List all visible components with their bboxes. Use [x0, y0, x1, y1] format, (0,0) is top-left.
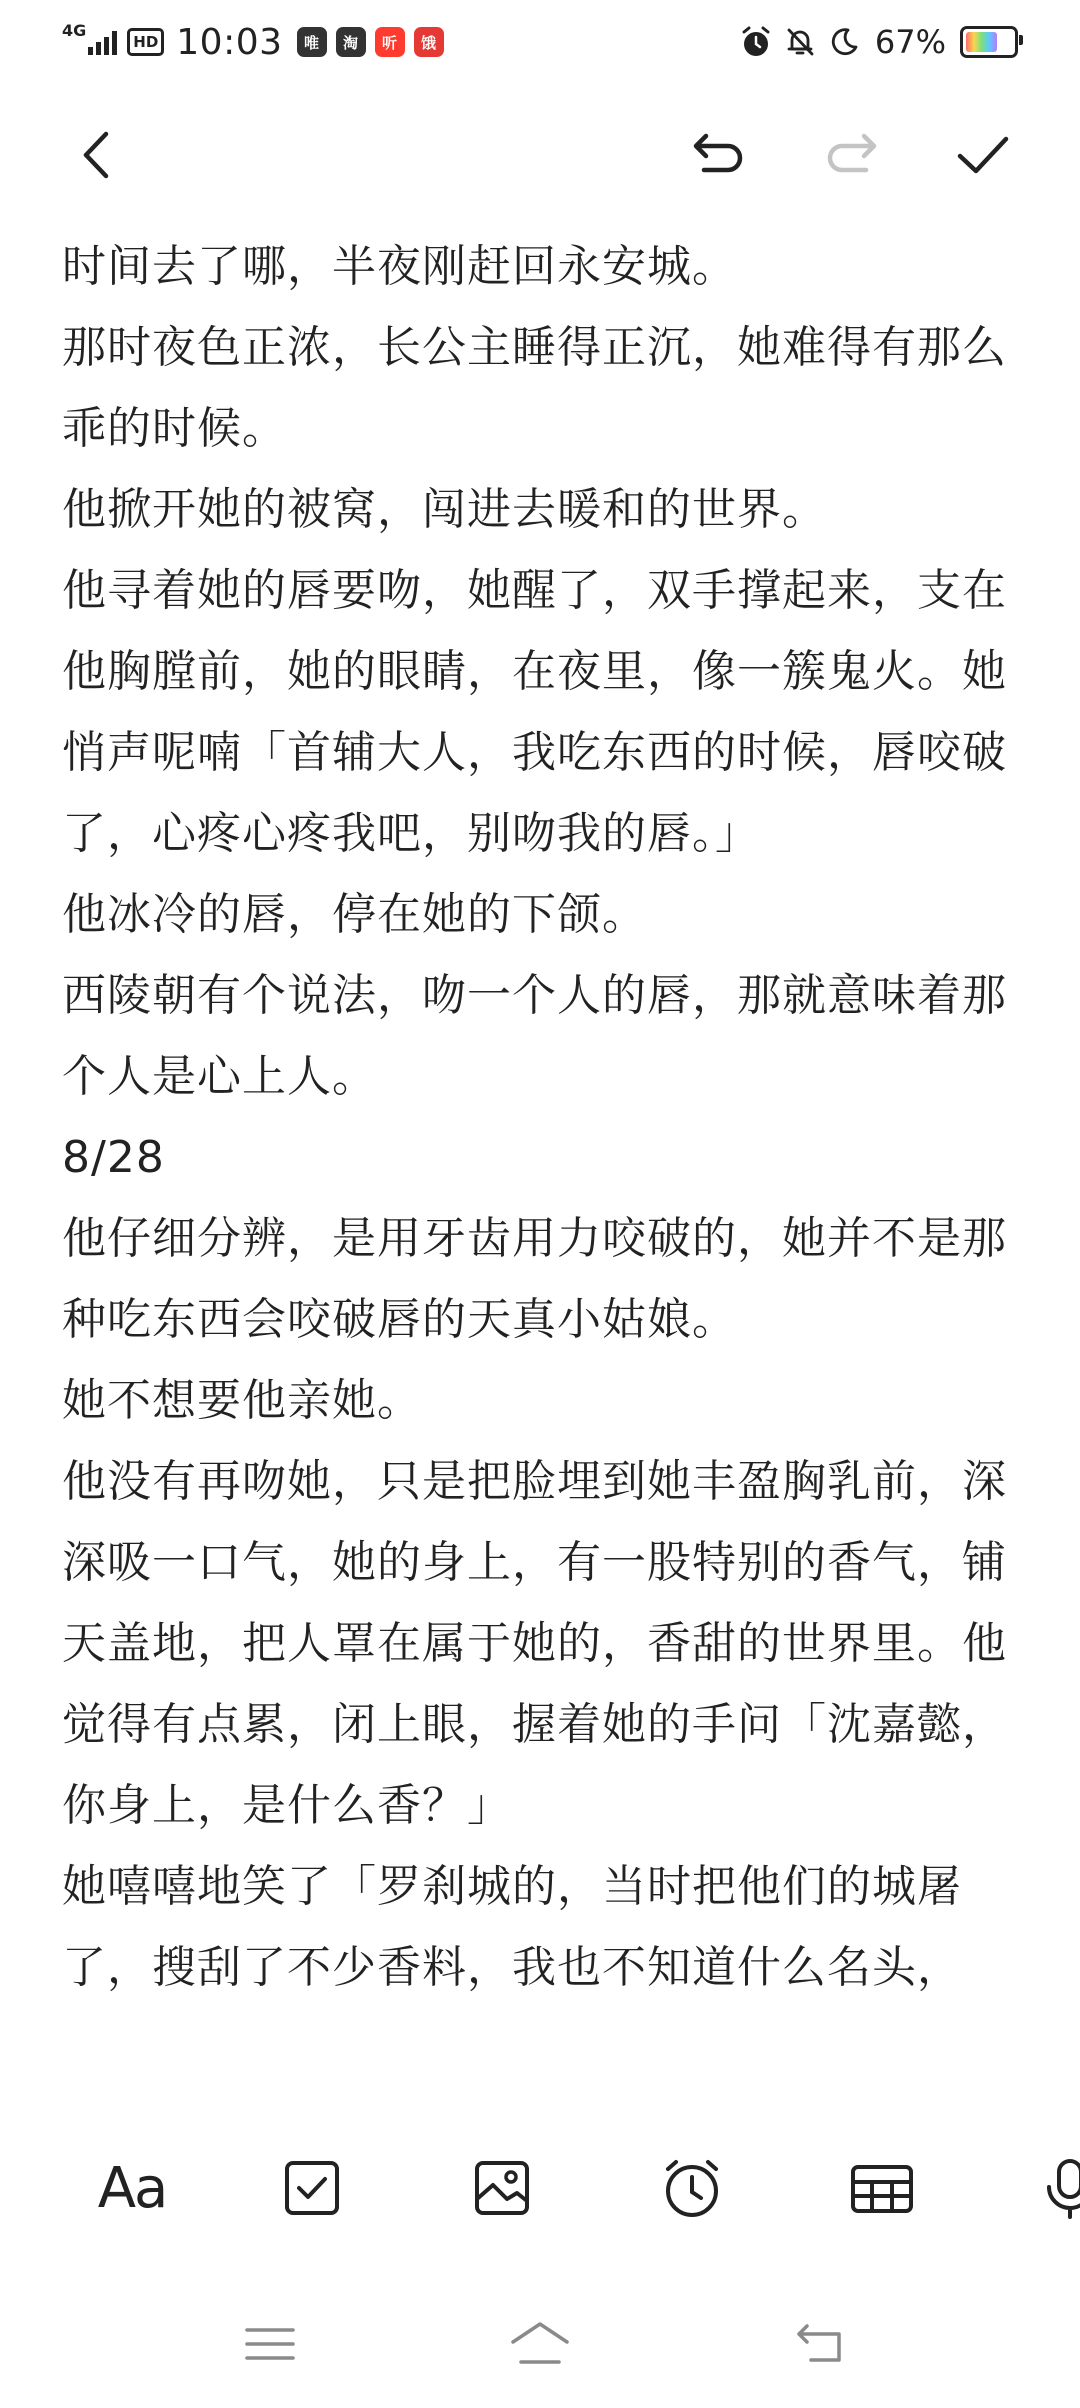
redo-button[interactable]	[816, 120, 886, 190]
note-paragraph[interactable]: 时间去了哪，半夜刚赶回永安城。	[62, 241, 737, 292]
recent-apps-button[interactable]	[232, 2316, 308, 2372]
status-bar	[0, 0, 1080, 84]
home-icon	[505, 2318, 575, 2370]
undo-button[interactable]	[684, 120, 754, 190]
game-app-icon: 饿	[414, 27, 444, 57]
listen-app-icon: 听	[375, 27, 405, 57]
status-bar-right	[729, 18, 1018, 66]
note-paragraph[interactable]: 他冰冷的唇，停在她的下颌。	[62, 889, 647, 940]
status-bar-left	[62, 18, 453, 66]
note-paragraph[interactable]: 他没有再吻她，只是把脸埋到她丰盈胸乳前，深深吸一口气，她的身上，有一股特别的香气，铺天盖地，把人罩在属于她的，香甜的世界里。他觉得有点累，闭上眼，握着她的手问「沈嘉懿，你身上，是什么香？」	[62, 1456, 1007, 1831]
system-navigation-bar	[0, 2290, 1080, 2408]
note-paragraph[interactable]: 8/28	[62, 1132, 165, 1183]
content-fade	[0, 2060, 1080, 2100]
back-icon	[68, 126, 126, 184]
check-icon	[954, 126, 1012, 184]
done-button[interactable]	[948, 120, 1018, 190]
back-nav-icon	[787, 2318, 857, 2370]
insert-table-button[interactable]	[842, 2148, 922, 2228]
font-icon: Aa	[97, 2155, 167, 2221]
signal-icon	[88, 29, 117, 55]
battery-percent: 67%	[874, 23, 946, 61]
note-paragraph[interactable]: 她嘻嘻地笑了「罗刹城的，当时把他们的城屠了，搜刮了不少香料，我也不知道什么名头，	[62, 1861, 962, 1993]
reminder-button[interactable]	[652, 2148, 732, 2228]
status-time: 10:03	[176, 21, 283, 63]
font-button[interactable]	[82, 2148, 182, 2228]
note-editor[interactable]	[62, 226, 1032, 2008]
checklist-button[interactable]	[272, 2148, 352, 2228]
microphone-icon	[1035, 2153, 1080, 2223]
checkbox-icon	[277, 2153, 347, 2223]
image-icon	[467, 2153, 537, 2223]
note-paragraph[interactable]: 他寻着她的唇要吻，她醒了，双手撑起来，支在他胸膛前，她的眼睛，在夜里，像一簇鬼火。她悄声呢喃「首辅大人，我吃东西的时候，唇咬破了，心疼心疼我吧，别吻我的唇。」	[62, 565, 1007, 859]
table-icon	[847, 2153, 917, 2223]
editor-toolbar	[0, 100, 1080, 210]
system-back-button[interactable]	[784, 2316, 860, 2372]
vip-app-icon: 唯	[297, 27, 327, 57]
hd-badge: HD	[127, 28, 164, 56]
network-type: 4G	[62, 20, 87, 40]
note-paragraph[interactable]: 他掀开她的被窝，闯进去暖和的世界。	[62, 484, 827, 535]
note-paragraph[interactable]: 西陵朝有个说法，吻一个人的唇，那就意味着那个人是心上人。	[62, 970, 1007, 1102]
menu-icon	[235, 2318, 305, 2370]
note-paragraph[interactable]: 那时夜色正浓，长公主睡得正沉，她难得有那么乖的时候。	[62, 322, 1007, 454]
format-toolbar	[0, 2100, 1080, 2270]
mute-notification-icon	[783, 25, 817, 59]
note-paragraph[interactable]: 他仔细分辨，是用牙齿用力咬破的，她并不是那种吃东西会咬破唇的天真小姑娘。	[62, 1213, 1007, 1345]
battery-icon	[960, 26, 1018, 58]
back-button[interactable]	[62, 120, 132, 190]
alarm-icon	[657, 2153, 727, 2223]
insert-image-button[interactable]	[462, 2148, 542, 2228]
home-button[interactable]	[502, 2316, 578, 2372]
battery-level	[966, 32, 997, 52]
taobao-app-icon: 淘	[336, 27, 366, 57]
redo-icon	[822, 126, 880, 184]
alarm-status-icon	[739, 25, 773, 59]
note-paragraph[interactable]: 她不想要他亲她。	[62, 1375, 422, 1426]
undo-icon	[690, 126, 748, 184]
voice-input-button[interactable]	[1030, 2148, 1080, 2228]
moon-icon	[827, 25, 861, 59]
